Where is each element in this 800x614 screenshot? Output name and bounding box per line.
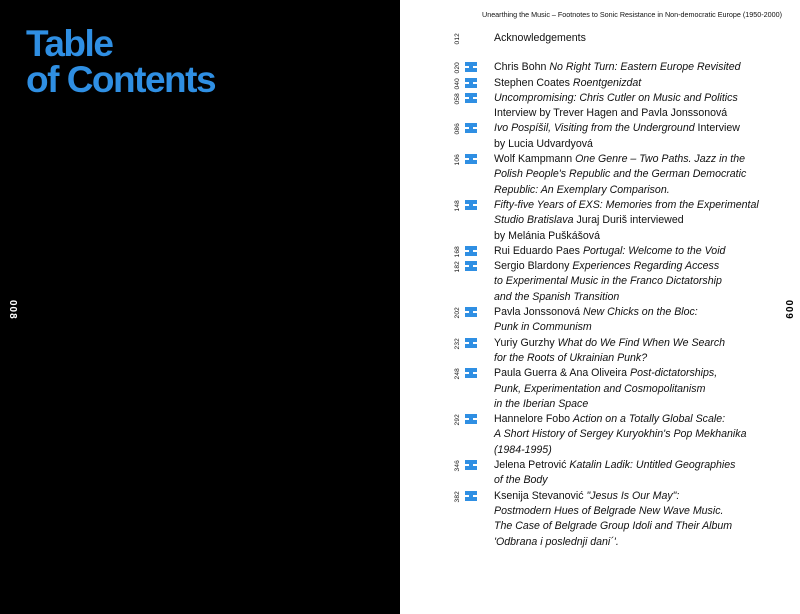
- toc-entry[interactable]: [454, 198, 794, 244]
- toc-author-text: Sergio Blardony: [494, 260, 573, 273]
- toc-entry[interactable]: [454, 412, 794, 458]
- toc-title-text: Republic: An Exemplary Comparison.: [494, 183, 670, 196]
- toc-entry[interactable]: [454, 259, 794, 305]
- chapter-glyph-icon: [464, 92, 480, 104]
- toc-entry-line: [494, 458, 794, 473]
- toc-entry[interactable]: [454, 458, 794, 489]
- toc-entry-line: [494, 351, 794, 366]
- toc-title-text: 'Odbrana i poslednji dani´'.: [494, 535, 619, 548]
- toc-author-text: Acknowledgements: [494, 32, 586, 44]
- toc-title-text: in the Iberian Space: [494, 397, 589, 410]
- left-page-number: 008: [7, 300, 18, 320]
- toc-title-text: A Short History of Sergey Kuryokhin's Pop Mekhanika: [494, 428, 747, 441]
- toc-entry-line: [494, 121, 794, 136]
- toc-entry-line: [494, 198, 794, 213]
- toc-author-text: Hannelore Fobo: [494, 413, 573, 426]
- toc-author-text: Jelena Petrović: [494, 459, 570, 472]
- toc-title-text: One Genre – Two Paths. Jazz in the: [575, 153, 746, 166]
- toc-entry-line: [494, 535, 794, 550]
- toc-title-text: No Right Turn: Eastern Europe Revisited: [549, 61, 741, 74]
- toc-entry-line: [494, 60, 794, 75]
- toc-entry-line: [494, 244, 794, 259]
- toc-entry[interactable]: [454, 305, 794, 336]
- toc-title-text: Post-dictatorships,: [630, 367, 718, 380]
- toc-title-text: The Case of Belgrade Group Idoli and Their Album: [494, 520, 733, 533]
- toc-entry[interactable]: [454, 31, 794, 46]
- toc-title-text: "Jesus Is Our May":: [586, 489, 680, 502]
- toc-title-text: for the Roots of Ukrainian Punk?: [494, 351, 648, 364]
- toc-entry[interactable]: [454, 121, 794, 152]
- toc-title-text: New Chicks on the Bloc:: [582, 306, 698, 319]
- toc-author-text: by Melánia Puškášová: [494, 229, 600, 242]
- toc-title-text: Roentgenizdat: [572, 76, 642, 89]
- toc-page-number: 106: [454, 154, 461, 166]
- toc-entry-line: [494, 305, 794, 320]
- chapter-glyph-icon: [464, 413, 480, 425]
- toc-page-number: 232: [454, 337, 461, 350]
- toc-title-text: What do We Find When We Search: [557, 336, 726, 349]
- toc-entry-line: [494, 412, 794, 427]
- running-header: Unearthing the Music – Footnotes to Sonic Resistance in Non-democratic Europe (1950-2000): [482, 10, 783, 19]
- toc-page-number: 202: [454, 307, 461, 319]
- toc-page-number: 248: [454, 368, 461, 380]
- toc-author-text: Chris Bohn: [494, 61, 550, 74]
- toc-title-text: Portugal: Welcome to the Void: [582, 244, 726, 257]
- toc-title-text: Katalin Ladik: Untitled Geographies: [569, 459, 736, 472]
- chapter-glyph-icon: [464, 245, 480, 257]
- right-page-number: 009: [783, 300, 794, 320]
- title-line-1: Table: [26, 23, 113, 64]
- toc-author-text: Interview by Trever Hagen and Pavla Jonssonová: [494, 107, 728, 120]
- toc-entry-line: [494, 519, 794, 534]
- toc-entry-line: [494, 504, 794, 519]
- toc-entry[interactable]: [454, 244, 794, 259]
- toc-title-text: Experiences Regarding Access: [572, 260, 720, 273]
- toc-page-number: 382: [454, 490, 461, 503]
- toc-page-number: 168: [454, 245, 461, 258]
- toc-page-number: 346: [454, 460, 461, 472]
- toc-title-text: Punk in Communism: [494, 321, 592, 334]
- toc-entry[interactable]: [454, 366, 794, 412]
- toc-title-text: Punk, Experimentation and Cosmopolitanism: [494, 382, 706, 395]
- toc-title-text: Ivo Pospíšil, Visiting from the Underground: [494, 122, 695, 135]
- toc-entry-line: [494, 137, 794, 152]
- toc-page-number: 020: [454, 62, 461, 74]
- toc-title-text: and the Spanish Transition: [494, 290, 620, 303]
- title-line-2: of Contents: [26, 59, 216, 100]
- chapter-glyph-icon: [464, 490, 480, 502]
- toc-title-text: of the Body: [494, 474, 548, 487]
- toc-page-number: 292: [454, 414, 461, 426]
- toc-title-text: to Experimental Music in the Franco Dictatorship: [494, 275, 722, 288]
- toc-author-text: Juraj Duriš interviewed: [573, 214, 684, 227]
- toc-entry[interactable]: [454, 336, 794, 367]
- toc-entry-line: [494, 91, 794, 106]
- chapter-glyph-icon: [464, 61, 480, 73]
- chapter-glyph-icon: [464, 367, 480, 379]
- chapter-glyph-icon: [464, 306, 480, 318]
- toc-page-number: 040: [454, 77, 461, 90]
- toc-entry[interactable]: [454, 91, 794, 122]
- toc-title-text: Polish People's Republic and the German Democratic: [494, 168, 747, 181]
- toc-entry-line: [494, 31, 794, 46]
- toc-author-text: by Lucia Udvardyová: [494, 137, 593, 150]
- toc-entry[interactable]: [454, 489, 794, 550]
- toc-title-text: (1984-1995): [494, 443, 552, 456]
- toc-entry-line: [494, 213, 794, 228]
- toc-author-text: Wolf Kampmann: [494, 153, 576, 166]
- chapter-glyph-icon: [464, 337, 480, 349]
- toc-page-number: 182: [454, 261, 461, 273]
- chapter-glyph-icon: [464, 122, 480, 134]
- toc-title-text: Studio Bratislava: [494, 214, 574, 227]
- toc-page-number: 058: [454, 92, 461, 105]
- toc-author-text: Stephen Coates: [494, 76, 573, 89]
- chapter-glyph-icon: [464, 77, 480, 89]
- toc-entry-line: [494, 183, 794, 198]
- page-title: [26, 23, 216, 100]
- chapter-glyph-icon: [464, 199, 480, 211]
- toc-entry[interactable]: [454, 76, 794, 91]
- toc-entry-line: [494, 489, 794, 504]
- toc-entry-line: [494, 167, 794, 182]
- toc-author-text: Paula Guerra & Ana Oliveira: [494, 367, 631, 380]
- toc-author-text: Interview: [694, 122, 740, 135]
- toc-entry-line: [494, 320, 794, 335]
- toc-author-text: Ksenija Stevanović: [494, 489, 587, 502]
- toc-entry-line: [494, 274, 794, 289]
- toc-author-text: Pavla Jonssonová: [494, 306, 583, 319]
- chapter-glyph-icon: [464, 260, 480, 272]
- toc-author-text: Rui Eduardo Paes: [494, 244, 583, 257]
- toc-entry[interactable]: [454, 60, 794, 75]
- chapter-glyph-icon: [464, 153, 480, 165]
- toc-entry-line: [494, 259, 794, 274]
- toc-entry-line: [494, 397, 794, 412]
- toc-author-text: Yuriy Gurzhy: [494, 336, 558, 349]
- toc-title-text: Uncompromising: Chris Cutler on Music and Politics: [494, 91, 738, 104]
- chapter-glyph-icon: [464, 459, 480, 471]
- toc-page-number: 148: [454, 199, 461, 212]
- toc-entry-line: [494, 427, 794, 442]
- toc-entry-line: [494, 290, 794, 305]
- toc-entry-line: [494, 443, 794, 458]
- toc-title-text: Postmodern Hues of Belgrade New Wave Music.: [494, 504, 724, 517]
- toc-entry-line: [494, 229, 794, 244]
- toc-entry-line: [494, 473, 794, 488]
- toc-list: [454, 31, 794, 550]
- toc-entry[interactable]: [454, 152, 794, 198]
- toc-entry-line: [494, 336, 794, 351]
- toc-page-number: 012: [454, 33, 461, 45]
- toc-page-number: 086: [454, 123, 461, 135]
- toc-entry-line: [494, 106, 794, 121]
- toc-entry-line: [494, 76, 794, 91]
- toc-title-text: Fifty-five Years of EXS: Memories from the Experimental: [494, 198, 759, 211]
- toc-entry-line: [494, 152, 794, 167]
- toc-entry-line: [494, 366, 794, 381]
- toc-entry-line: [494, 382, 794, 397]
- toc-title-text: Action on a Totally Global Scale:: [572, 413, 726, 426]
